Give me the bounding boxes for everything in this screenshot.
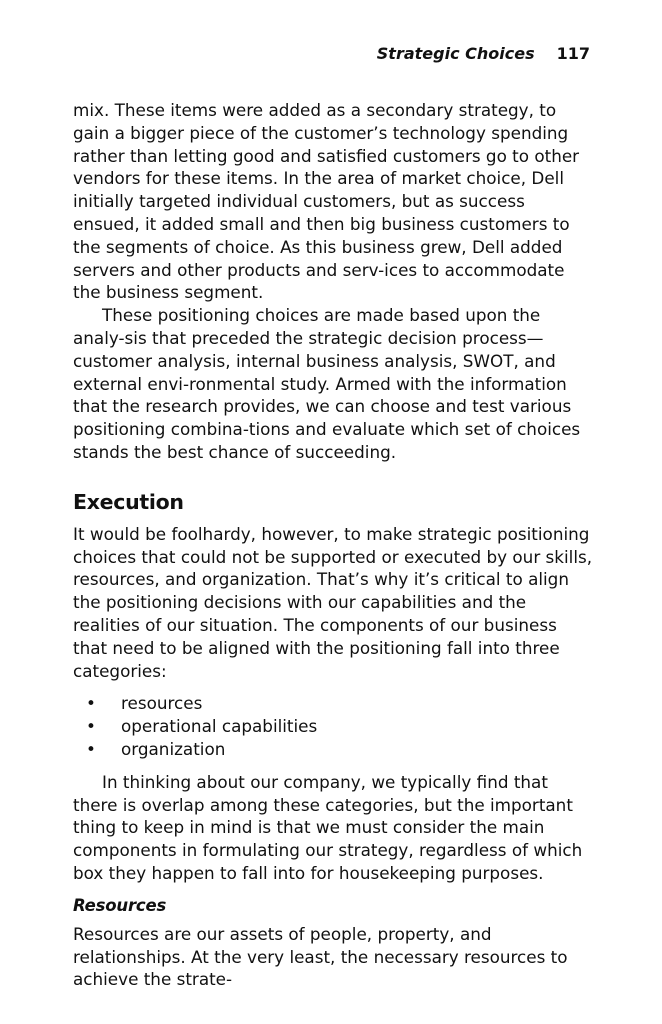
resources-heading: Resources — [73, 895, 167, 915]
list-item — [86, 738, 593, 761]
body-paragraph-2: These positioning choices are made based upon the analy-sis that preceded the strategic decision process—customer analysis, internal business analysis, SWOT, and external envi-ronmental study. Armed with the information that the research provides, we can choose and test various positioning combina-tions and evaluate which set of choices stands the best chance of succeeding. — [73, 305, 581, 462]
category-list — [86, 692, 593, 760]
list-item — [86, 692, 593, 715]
bullet-glyph: • — [86, 693, 96, 714]
list-item-text: operational capabilities — [121, 716, 318, 737]
page-number: 117 — [556, 44, 590, 63]
execution-heading: Execution — [73, 489, 184, 514]
body-paragraph-5: Resources are our assets of people, property, and relationships. At the very least, the necessary resources to achieve the strate- — [73, 923, 568, 990]
list-item-text: resources — [121, 693, 203, 714]
body-paragraph-3: It would be foolhardy, however, to make strategic positioning choices that could not be supported or executed by our skills, resources, and organization. That’s why it’s critical to align the positioning decisions with our capabilities and the realities of our situation. The components of our business that need to be aligned with the positioning fall into three categories: — [73, 523, 593, 681]
list-item — [86, 715, 593, 738]
body-paragraph-1: mix. These items were added as a secondary strategy, to gain a bigger piece of the customer’s technology spending rather than letting good and satisfied customers go to other vendors for these items. In the area of market choice, Dell initially targeted individual customers, but as success ensued, it added small and then big business customers to the segments of choice. As this business grew, Dell added servers and other products and serv-ices to accommodate the business segment. — [73, 100, 580, 303]
page-body — [73, 99, 593, 991]
running-title: Strategic Choices — [376, 44, 535, 63]
body-paragraph-4: In thinking about our company, we typically find that there is overlap among these categories, but the important thing to keep in mind is that we must consider the main components in formulating our strategy, regardless of which box they happen to fall into for housekeeping purposes. — [73, 771, 583, 883]
bullet-glyph: • — [86, 716, 96, 737]
list-item-text: organization — [121, 738, 226, 759]
running-head — [377, 44, 590, 63]
bullet-glyph: • — [86, 738, 96, 759]
